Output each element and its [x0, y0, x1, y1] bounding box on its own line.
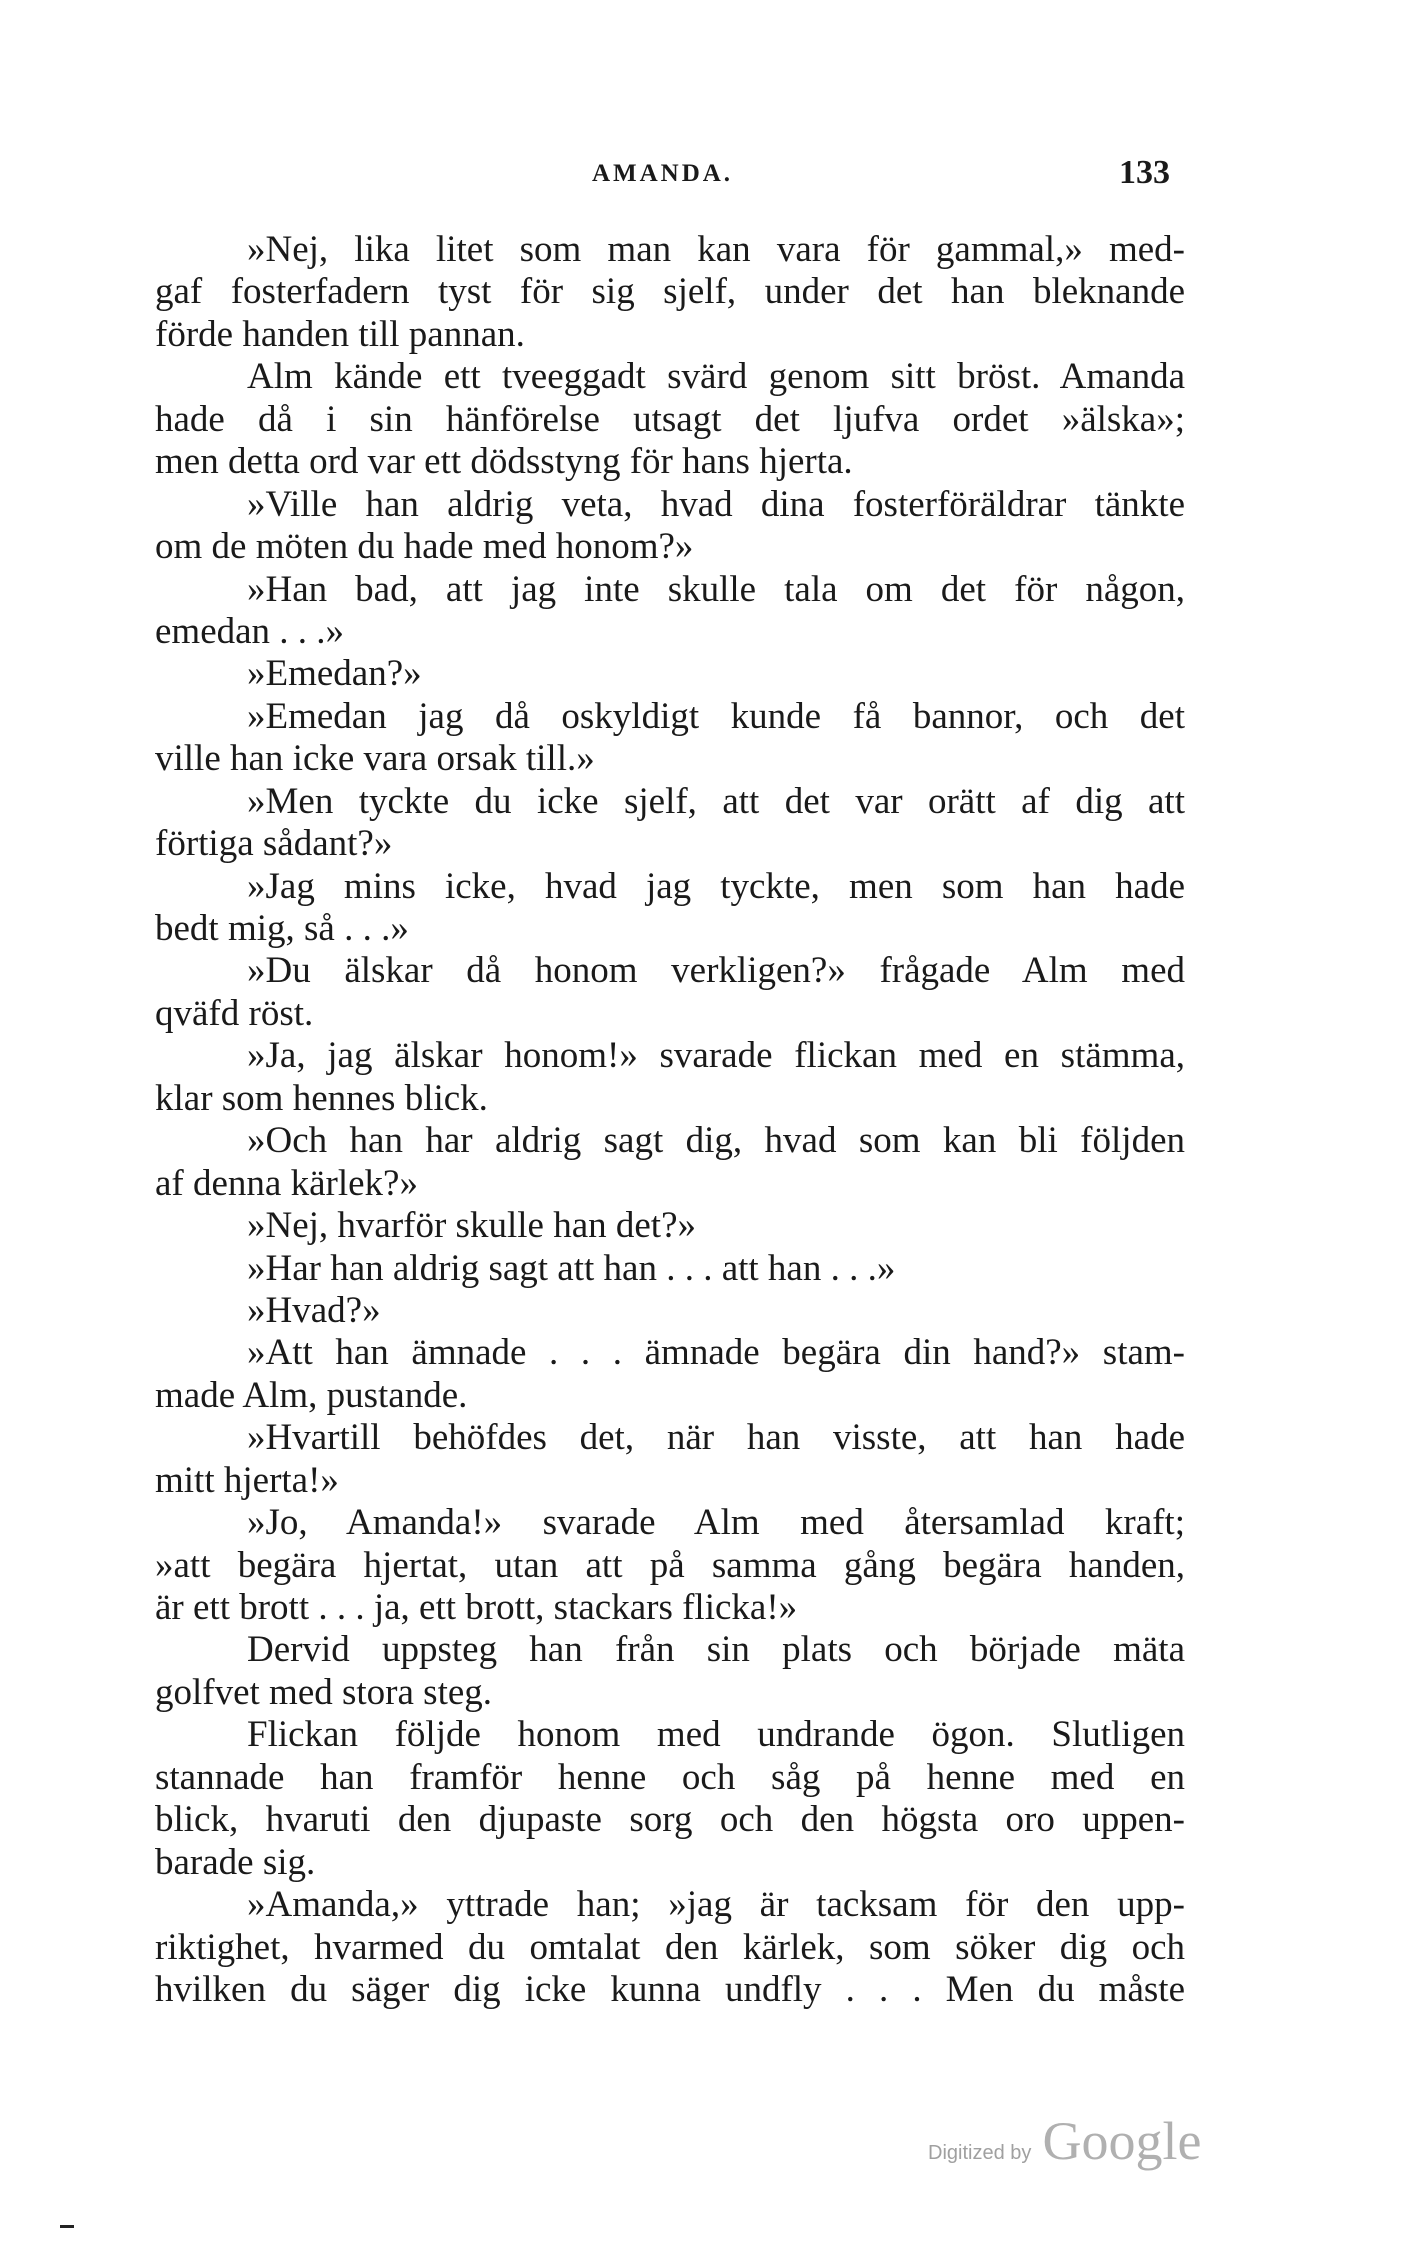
text-line: hade då i sin hänförelse utsagt det ljufva ordet »älska»;: [155, 398, 1185, 440]
google-watermark: [928, 2110, 1202, 2171]
text-line: är ett brott . . . ja, ett brott, stackars flicka!»: [155, 1587, 798, 1628]
text-line: stannade han framför henne och såg på henne med en: [155, 1756, 1185, 1798]
text-line: »Ville han aldrig veta, hvad dina fosterföräldrar tänkte: [247, 483, 1185, 525]
text-line: »Du älskar då honom verkligen?» frågade Alm med: [247, 950, 1185, 992]
page-number: 133: [1119, 154, 1170, 191]
text-line: mitt hjerta!»: [155, 1459, 339, 1501]
text-line: »Hvartill behöfdes det, när han visste, att han hade: [247, 1417, 1185, 1459]
text-line: »Amanda,» yttrade han; »jag är tacksam för den upp-: [247, 1884, 1185, 1926]
text-line: »Han bad, att jag inte skulle tala om det för någon,: [247, 568, 1185, 610]
text-line: »Nej, hvarför skulle han det?»: [247, 1205, 696, 1247]
text-line: blick, hvaruti den djupaste sorg och den högsta oro uppen-: [155, 1799, 1185, 1841]
scan-edge-mark: [60, 2225, 74, 2228]
text-line: hvilken du säger dig icke kunna undfly . . . Men du måste: [155, 1968, 1185, 2010]
text-line: »Nej, lika litet som man kan vara för gammal,» med-: [247, 229, 1185, 270]
text-line: »att begära hjertat, utan att på samma gång begära handen,: [155, 1544, 1185, 1586]
text-line: klar som hennes blick.: [155, 1077, 488, 1119]
text-line: Flickan följde honom med undrande ögon. Slutligen: [247, 1714, 1185, 1756]
text-line: »Ja, jag älskar honom!» svarade flickan med en stämma,: [247, 1035, 1185, 1077]
text-line: men detta ord var ett dödsstyng för hans hjerta.: [155, 441, 853, 483]
text-line: »Att han ämnade . . . ämnade begära din hand?» stam-: [247, 1332, 1185, 1374]
text-line: bedt mig, så . . .»: [155, 908, 409, 949]
running-head: [155, 154, 1170, 204]
text-line: ville han icke vara orsak till.»: [155, 738, 595, 780]
text-line: »Hvad?»: [247, 1289, 381, 1331]
text-line: emedan . . .»: [155, 610, 345, 652]
text-line: förde handen till pannan.: [155, 313, 525, 355]
text-line: Alm kände ett tveeggadt svärd genom sitt bröst. Amanda: [247, 356, 1185, 398]
text-line: riktighet, hvarmed du omtalat den kärlek, som söker dig och: [155, 1926, 1185, 1968]
text-line: »Men tyckte du icke sjelf, att det var orätt af dig att: [247, 780, 1185, 822]
text-line: af denna kärlek?»: [155, 1162, 418, 1204]
running-title: AMANDA.: [591, 160, 734, 187]
text-line: qväfd röst.: [155, 992, 314, 1034]
text-line: barade sig.: [155, 1841, 316, 1883]
body-text: [155, 229, 1185, 2011]
text-line: »Emedan?»: [247, 653, 422, 695]
watermark-google-logo: Google: [1042, 2111, 1202, 2171]
text-line: om de möten du hade med honom?»: [155, 526, 694, 568]
text-line: golfvet med stora steg.: [155, 1671, 493, 1713]
text-line: »Jag mins icke, hvad jag tyckte, men som han hade: [247, 865, 1185, 907]
text-line: »Har han aldrig sagt att han . . . att han . . .»: [247, 1247, 896, 1289]
text-line: Dervid uppsteg han från sin plats och började mäta: [247, 1629, 1185, 1671]
text-line: »Emedan jag då oskyldigt kunde få bannor, och det: [247, 695, 1185, 737]
text-line: »Jo, Amanda!» svarade Alm med återsamlad kraft;: [247, 1502, 1185, 1544]
text-line: förtiga sådant?»: [155, 823, 393, 865]
text-line: made Alm, pustande.: [155, 1374, 468, 1416]
text-line: »Och han har aldrig sagt dig, hvad som kan bli följden: [247, 1120, 1185, 1162]
watermark-digitized-by: Digitized by: [928, 2142, 1032, 2164]
text-line: gaf fosterfadern tyst för sig sjelf, under det han bleknande: [155, 271, 1185, 313]
